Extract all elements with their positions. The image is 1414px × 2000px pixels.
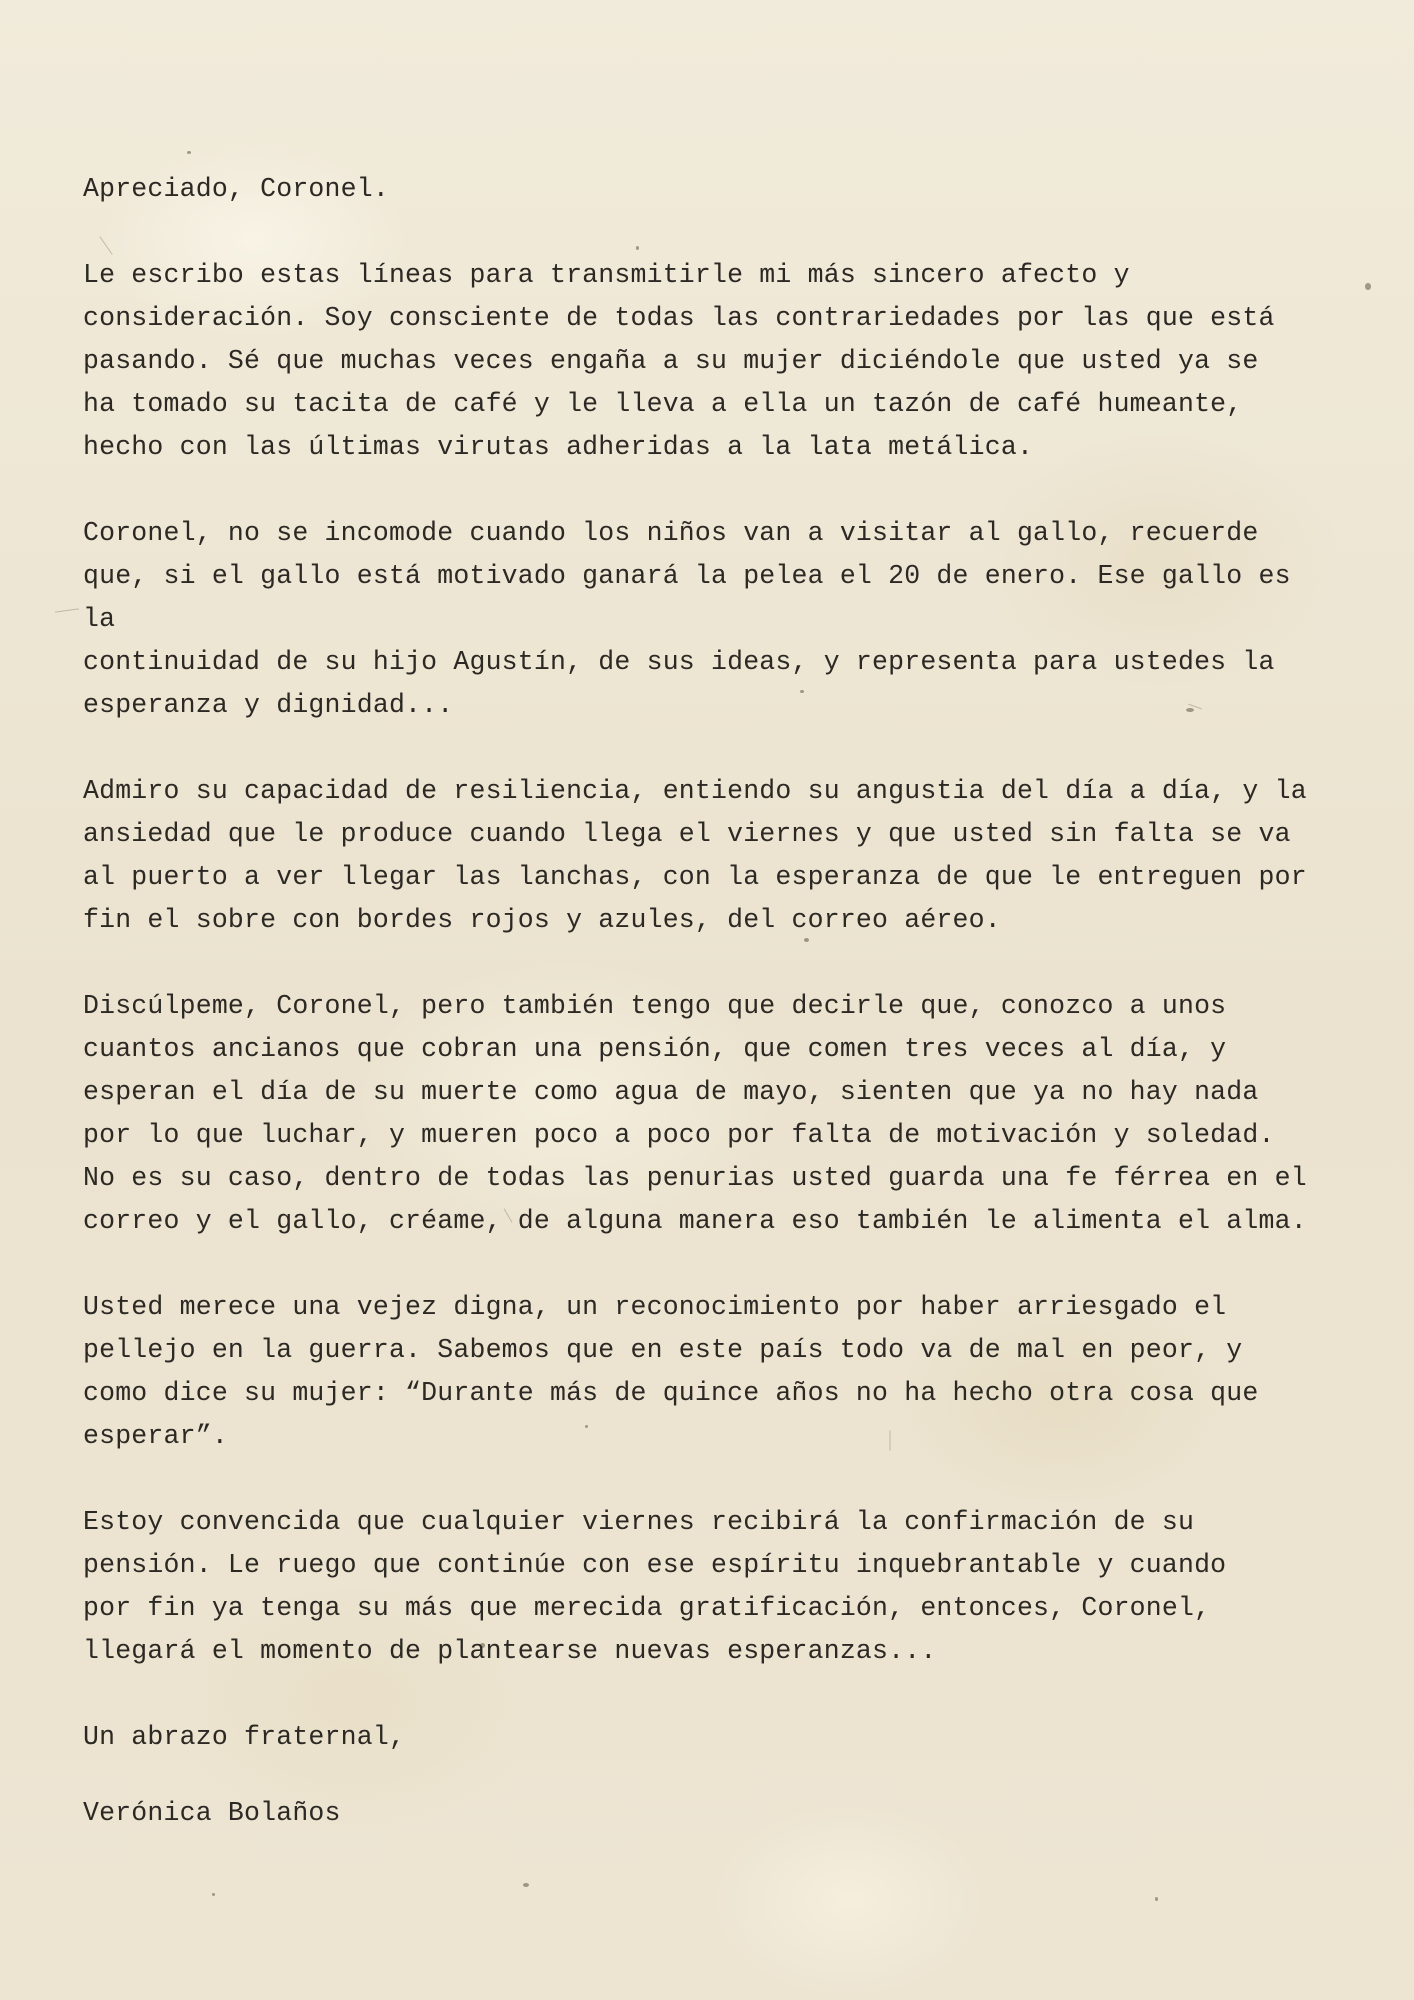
paper-speck bbox=[187, 151, 191, 154]
letter-paragraph: Discúlpeme, Coronel, pero también tengo que decirle que, conozco a unos cuantos ancianos que cobran una pensión, que comen tres veces al día, y esperan el día de su muerte como agua de mayo, sienten que ya no hay nada por lo que luchar, y mueren poco a poco por falta de motivación y soledad. No es su caso, dentro de todas las penurias usted guarda una fe férrea en el correo y el gallo, créame, de alguna manera eso también le alimenta el alma. bbox=[83, 991, 1307, 1236]
letter-paragraph: Admiro su capacidad de resiliencia, entiendo su angustia del día a día, y la ansiedad que le produce cuando llega el viernes y que usted sin falta se va al puerto a ver llegar las lanchas, con la esperanza de que le entreguen por fin el sobre con bordes rojos y azules, del correo aéreo. bbox=[83, 776, 1307, 935]
letter-salutation: Apreciado, Coronel. bbox=[83, 174, 389, 204]
letter-paragraph: Le escribo estas líneas para transmitirle mi más sincero afecto y consideración. Soy consciente de todas las contrariedades por las que está pasando. Sé que muchas veces engaña a su mujer diciéndole que usted ya se ha tomado su tacita de café y le lleva a ella un tazón de café humeante, hecho con las últimas virutas adheridas a la lata metálica. bbox=[83, 260, 1275, 462]
paper-speck bbox=[1155, 1897, 1158, 1901]
letter-closing: Un abrazo fraternal, bbox=[83, 1722, 406, 1752]
letter-signature: Verónica Bolaños bbox=[83, 1798, 341, 1828]
paper-speck bbox=[523, 1883, 529, 1887]
letter-paragraph: Estoy convencida que cualquier viernes recibirá la confirmación de su pensión. Le ruego que continúe con ese espíritu inquebrantable y cuando por fin ya tenga su más que merecida gratificación, entonces, Coronel, llegará el momento de plantearse nuevas esperanzas... bbox=[83, 1507, 1227, 1666]
paper-speck bbox=[1365, 283, 1371, 290]
letter-paragraph: Usted merece una vejez digna, un reconocimiento por haber arriesgado el pellejo en la guerra. Sabemos que en este país todo va de mal en peor, y como dice su mujer: “Durante más de quince años no ha hecho otra cosa que esperar”. bbox=[83, 1292, 1259, 1451]
letter-body bbox=[83, 168, 1338, 1835]
letter-paragraph: Coronel, no se incomode cuando los niños van a visitar al gallo, recuerde que, si el gallo está motivado ganará la pelea el 20 de enero. Ese gallo es la continuidad de su hijo Agustín, de sus ideas, y representa para ustedes la esperanza y dignidad... bbox=[83, 518, 1291, 720]
paper-speck bbox=[212, 1893, 215, 1896]
paper-fiber bbox=[55, 608, 79, 612]
